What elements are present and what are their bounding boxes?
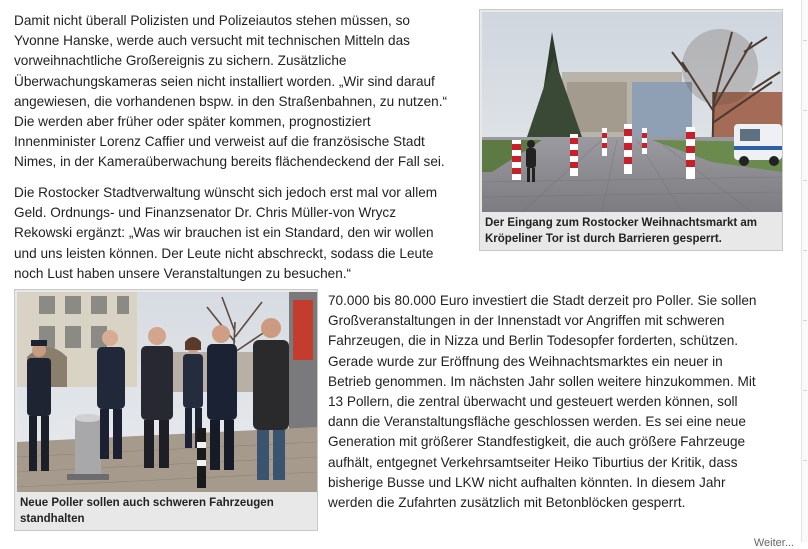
text-line: und uns leisten können. Der Leute nicht abschreckt, sodass die Leute	[14, 245, 434, 261]
figure-market-entrance[interactable]	[479, 9, 783, 251]
text-line: bisherige Busse und LKW nicht aufhalten könnten. In diesem Jahr	[328, 474, 726, 490]
caption-line: Neue Poller sollen auch schweren Fahrzeugen	[20, 497, 274, 509]
text-line: dann die Veranstaltungsfläche geschlossen werden. Es sei eine neue	[328, 414, 746, 430]
text-line: Die werden aber früher oder später kommen, prognostiziert	[14, 114, 371, 130]
figure-bollard[interactable]	[14, 289, 318, 531]
bollard-photo[interactable]	[17, 292, 317, 492]
text-line: Die Rostocker Stadtverwaltung wünscht sich jedoch erst mal vor allem	[14, 185, 438, 200]
caption-line: standhalten	[20, 513, 85, 525]
text-line: Nimes, in der Kameraüberwachung bereits flächendeckend der Fall sei.	[14, 154, 445, 170]
text-line: Damit nicht überall Polizisten und Polizeiautos stehen müssen, so	[14, 13, 410, 28]
more-link[interactable]: Weiter...	[753, 537, 794, 549]
market-entrance-photo[interactable]	[482, 12, 782, 212]
text-line: angewiesen, die vorhandenen bspw. in den Straßenbahnen, zu nutzen.“	[14, 93, 448, 109]
text-line: 13 Pollern, die zentral überwacht und gesteuert werden können, soll	[328, 394, 738, 410]
text-line: 70.000 bis 80.000 Euro investiert die Stadt derzeit pro Poller. Sie sollen	[328, 293, 757, 308]
text-line: noch Lust haben unsere Veranstaltungen zu besuchen.“	[14, 265, 352, 281]
text-line: werden die Zufahrten zusätzlich mit Betonblöcken gesperrt.	[328, 495, 686, 511]
text-line: Rekowski ergänzt: „Was wir brauchen ist ein Standard, den wir wollen	[14, 225, 434, 241]
text-line: Geld. Ordnungs- und Finanzsenator Dr. Chris Müller-von Wrycz	[14, 205, 397, 221]
caption-line: Kröpeliner Tor ist durch Barrieren gesperrt.	[485, 233, 722, 245]
text-line: Generation mit größerer Standfestigkeit, die auch größere Fahrzeuge	[328, 434, 746, 450]
article-paragraph-2	[14, 183, 437, 284]
article-paragraph-1	[14, 11, 447, 173]
text-line: Fahrzeugen, die in Nizza und Berlin Todesopfer forderten, schützen.	[328, 333, 739, 349]
text-line: Innenminister Lorenz Caffier und verweist auf die französische Stadt	[14, 134, 425, 150]
figure-caption	[485, 215, 778, 247]
text-line: vorweihnachtliche Großereignis zu sichern. Zusätzliche	[14, 53, 347, 69]
article-paragraph-3	[328, 291, 756, 513]
foreground-bollard	[197, 428, 206, 488]
text-line: Yvonne Hanske, werde auch versucht mit technischen Mitteln das	[14, 33, 410, 49]
text-line: Großveranstaltungen in der Innenstadt vor Angriffen mit schweren	[328, 313, 725, 329]
text-line: aufhält, entgegnet Verkehrsamtseiter Heiko Tiburtius der Kritik, dass	[328, 454, 738, 470]
figure-caption	[20, 495, 313, 527]
caption-line: Der Eingang zum Rostocker Weihnachtsmarkt am	[485, 217, 758, 229]
right-edge-tabs	[801, 0, 808, 542]
text-line: Überwachungskameras seien nicht installiert worden. „Wir sind darauf	[14, 73, 435, 89]
text-line: Gerade wurde zur Eröffnung des Weihnachtsmarktes ein neuer in	[328, 353, 723, 369]
text-line: Betrieb genommen. Im nächsten Jahr sollen weitere hinzukommen. Mit	[328, 373, 756, 389]
police-van	[734, 124, 782, 166]
